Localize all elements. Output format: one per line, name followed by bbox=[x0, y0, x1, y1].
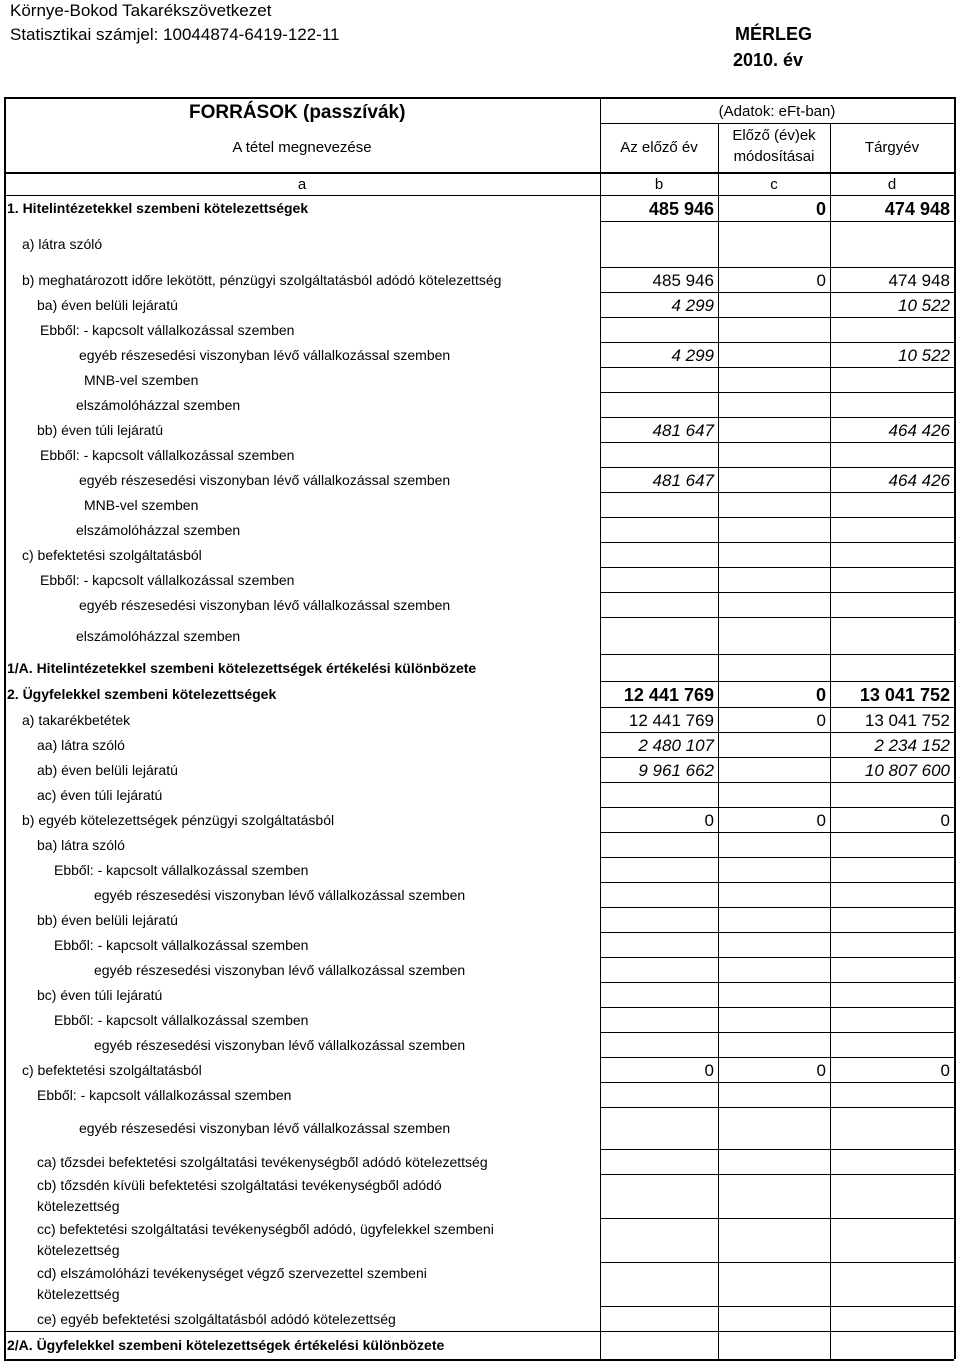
table-row bbox=[4, 832, 954, 857]
col-current-header: Tárgyév bbox=[864, 139, 920, 156]
value-current-year: 10 522 bbox=[898, 346, 950, 365]
table-row bbox=[4, 317, 954, 342]
table-row bbox=[4, 1174, 954, 1218]
table-row bbox=[4, 1107, 954, 1149]
year-label: 2010. év bbox=[733, 50, 804, 70]
value-prev-year: 4 299 bbox=[671, 346, 714, 365]
row-label: bc) éven túli lejáratú bbox=[37, 987, 163, 1003]
table-row bbox=[4, 492, 954, 517]
row-label: 1/A. Hitelintézetekkel szembeni kötelezettségek értékelési különbözete bbox=[7, 660, 477, 676]
table-row bbox=[4, 567, 954, 592]
row-label: b) meghatározott időre lekötött, pénzügyi szolgáltatásból adódó kötelezettség bbox=[22, 272, 502, 288]
value-prev-year: 485 946 bbox=[652, 271, 714, 290]
row-label-cont: kötelezettség bbox=[37, 1198, 120, 1214]
value-prev-modification: 0 bbox=[816, 711, 826, 730]
row-label: ba) látra szóló bbox=[37, 837, 125, 853]
table-row bbox=[4, 782, 954, 807]
value-prev-modification: 0 bbox=[816, 811, 826, 830]
row-label: egyéb részesedési viszonyban lévő vállalkozással szemben bbox=[79, 1120, 451, 1136]
row-label: ac) éven túli lejáratú bbox=[37, 787, 163, 803]
value-prev-modification: 0 bbox=[815, 685, 826, 705]
row-label: b) egyéb kötelezettségek pénzügyi szolgáltatásból bbox=[22, 812, 335, 828]
table-row bbox=[4, 1149, 954, 1174]
row-label: 2. Ügyfelekkel szembeni kötelezettségek bbox=[7, 686, 277, 702]
value-prev-year: 2 480 107 bbox=[638, 736, 714, 755]
doc-title: MÉRLEG bbox=[735, 24, 813, 44]
row-label: c) befektetési szolgáltatásból bbox=[22, 1062, 202, 1078]
table-row bbox=[4, 392, 954, 417]
row-label: 2/A. Ügyfelekkel szembeni kötelezettségek értékelési különbözete bbox=[7, 1337, 445, 1353]
table-row bbox=[4, 1032, 954, 1057]
table-row bbox=[4, 1306, 954, 1331]
row-label: ab) éven belüli lejáratú bbox=[37, 762, 178, 778]
table-row bbox=[4, 732, 954, 757]
value-prev-modification: 0 bbox=[816, 1061, 826, 1080]
table-row bbox=[4, 882, 954, 907]
table-row bbox=[4, 292, 954, 317]
row-label: MNB-vel szemben bbox=[84, 372, 199, 388]
row-label: ba) éven belüli lejáratú bbox=[37, 297, 178, 313]
row-label: elszámolóházzal szemben bbox=[76, 628, 241, 644]
table-row bbox=[4, 681, 954, 707]
table-row bbox=[4, 932, 954, 957]
row-label: Ebből: - kapcsolt vállalkozással szemben bbox=[40, 447, 295, 463]
row-label: Ebből: - kapcsolt vállalkozással szemben bbox=[40, 572, 295, 588]
row-label: Ebből: - kapcsolt vállalkozással szemben bbox=[37, 1087, 292, 1103]
row-label: 1. Hitelintézetekkel szembeni kötelezettségek bbox=[7, 200, 309, 216]
row-label: MNB-vel szemben bbox=[84, 497, 199, 513]
row-label: a) látra szóló bbox=[22, 236, 103, 252]
table-row bbox=[4, 417, 954, 442]
row-label: a) takarékbetétek bbox=[22, 712, 131, 728]
row-label: elszámolóházzal szemben bbox=[76, 397, 241, 413]
table-row bbox=[4, 707, 954, 732]
row-label: egyéb részesedési viszonyban lévő vállalkozással szemben bbox=[94, 962, 466, 978]
row-label-cont: kötelezettség bbox=[37, 1242, 120, 1258]
row-label: cd) elszámolóházi tevékenységet végző szervezettel szembeni bbox=[37, 1265, 427, 1281]
value-current-year: 0 bbox=[940, 1061, 950, 1080]
table-row bbox=[4, 592, 954, 617]
value-prev-modification: 0 bbox=[816, 271, 826, 290]
table-row bbox=[4, 757, 954, 782]
table-row bbox=[4, 1218, 954, 1262]
institution-name: Környe-Bokod Takarékszövetkezet bbox=[10, 1, 272, 20]
row-label: cc) befektetési szolgáltatási tevékenységből adódó, ügyfelekkel szembeni bbox=[37, 1221, 494, 1237]
section-title: FORRÁSOK (passzívák) bbox=[189, 102, 406, 123]
value-prev-year: 12 441 769 bbox=[628, 711, 714, 730]
value-prev-year: 12 441 769 bbox=[623, 685, 714, 705]
col-letter-c: c bbox=[770, 176, 778, 193]
table-row bbox=[4, 442, 954, 467]
value-current-year: 0 bbox=[940, 811, 950, 830]
table-row bbox=[4, 1262, 954, 1306]
value-prev-year: 4 299 bbox=[671, 296, 714, 315]
table-row bbox=[4, 342, 954, 367]
row-label: egyéb részesedési viszonyban lévő vállalkozással szemben bbox=[79, 597, 451, 613]
value-current-year: 464 426 bbox=[888, 471, 950, 490]
value-prev-year: 9 961 662 bbox=[638, 761, 714, 780]
value-current-year: 464 426 bbox=[888, 421, 950, 440]
row-label: egyéb részesedési viszonyban lévő vállalkozással szemben bbox=[79, 472, 451, 488]
col-item-name-header: A tétel megnevezése bbox=[232, 139, 372, 156]
row-label: bb) éven belüli lejáratú bbox=[37, 912, 178, 928]
row-label: elszámolóházzal szemben bbox=[76, 522, 241, 538]
table-row bbox=[4, 1057, 954, 1082]
table-row bbox=[4, 542, 954, 567]
table-row bbox=[4, 807, 954, 832]
table-row bbox=[4, 617, 954, 654]
value-prev-modification: 0 bbox=[815, 199, 826, 219]
value-current-year: 2 234 152 bbox=[874, 736, 950, 755]
table-row bbox=[4, 517, 954, 542]
stat-number: Statisztikai számjel: 10044874-6419-122-11 bbox=[10, 25, 340, 44]
table-row bbox=[4, 982, 954, 1007]
row-label: cb) tőzsdén kívüli befektetési szolgáltatási tevékenységből adódó bbox=[37, 1177, 442, 1193]
value-current-year: 474 948 bbox=[888, 271, 950, 290]
balance-sheet-table bbox=[4, 97, 954, 1359]
data-unit-label: (Adatok: eFt-ban) bbox=[718, 103, 836, 120]
row-label: bb) éven túli lejáratú bbox=[37, 422, 164, 438]
table-row bbox=[4, 1007, 954, 1032]
value-current-year: 474 948 bbox=[884, 199, 950, 219]
row-label: c) befektetési szolgáltatásból bbox=[22, 547, 202, 563]
grid-line bbox=[600, 1359, 954, 1360]
value-prev-year: 481 647 bbox=[652, 421, 714, 440]
row-label: egyéb részesedési viszonyban lévő vállalkozással szemben bbox=[94, 1037, 466, 1053]
col-letter-a: a bbox=[297, 176, 307, 193]
table-row bbox=[4, 367, 954, 392]
row-label: egyéb részesedési viszonyban lévő vállalkozással szemben bbox=[79, 347, 451, 363]
table-row bbox=[4, 1082, 954, 1107]
value-current-year: 13 041 752 bbox=[864, 711, 950, 730]
table-row bbox=[4, 1331, 954, 1359]
table-row bbox=[4, 195, 954, 221]
value-current-year: 10 807 600 bbox=[864, 761, 950, 780]
value-prev-year: 485 946 bbox=[648, 199, 714, 219]
row-label: egyéb részesedési viszonyban lévő vállalkozással szemben bbox=[94, 887, 466, 903]
col-prev-year-header: Az előző év bbox=[620, 139, 698, 156]
row-label: aa) látra szóló bbox=[37, 737, 125, 753]
row-label: Ebből: - kapcsolt vállalkozással szemben bbox=[54, 937, 309, 953]
value-prev-year: 481 647 bbox=[652, 471, 714, 490]
col-prev-mod-header-1: Előző (év)ek bbox=[732, 127, 816, 144]
col-prev-mod-header-2: módosításai bbox=[733, 148, 815, 165]
row-label: ce) egyéb befektetési szolgáltatásból adódó kötelezettség bbox=[37, 1311, 396, 1327]
row-label: Ebből: - kapcsolt vállalkozással szemben bbox=[54, 1012, 309, 1028]
row-label: Ebből: - kapcsolt vállalkozással szemben bbox=[40, 322, 295, 338]
table-row bbox=[4, 957, 954, 982]
value-prev-year: 0 bbox=[704, 811, 714, 830]
row-label-cont: kötelezettség bbox=[37, 1286, 120, 1302]
row-label: ca) tőzsdei befektetési szolgáltatási tevékenységből adódó kötelezettség bbox=[37, 1154, 488, 1170]
table-row bbox=[4, 221, 954, 267]
table-row bbox=[4, 267, 954, 292]
col-letter-d: d bbox=[887, 176, 897, 193]
table-row bbox=[4, 907, 954, 932]
row-label: Ebből: - kapcsolt vállalkozással szemben bbox=[54, 862, 309, 878]
value-current-year: 13 041 752 bbox=[859, 685, 950, 705]
col-letter-b: b bbox=[654, 176, 664, 193]
value-prev-year: 0 bbox=[704, 1061, 714, 1080]
table-row bbox=[4, 857, 954, 882]
table-row bbox=[4, 654, 954, 681]
table-row bbox=[4, 467, 954, 492]
value-current-year: 10 522 bbox=[898, 296, 950, 315]
